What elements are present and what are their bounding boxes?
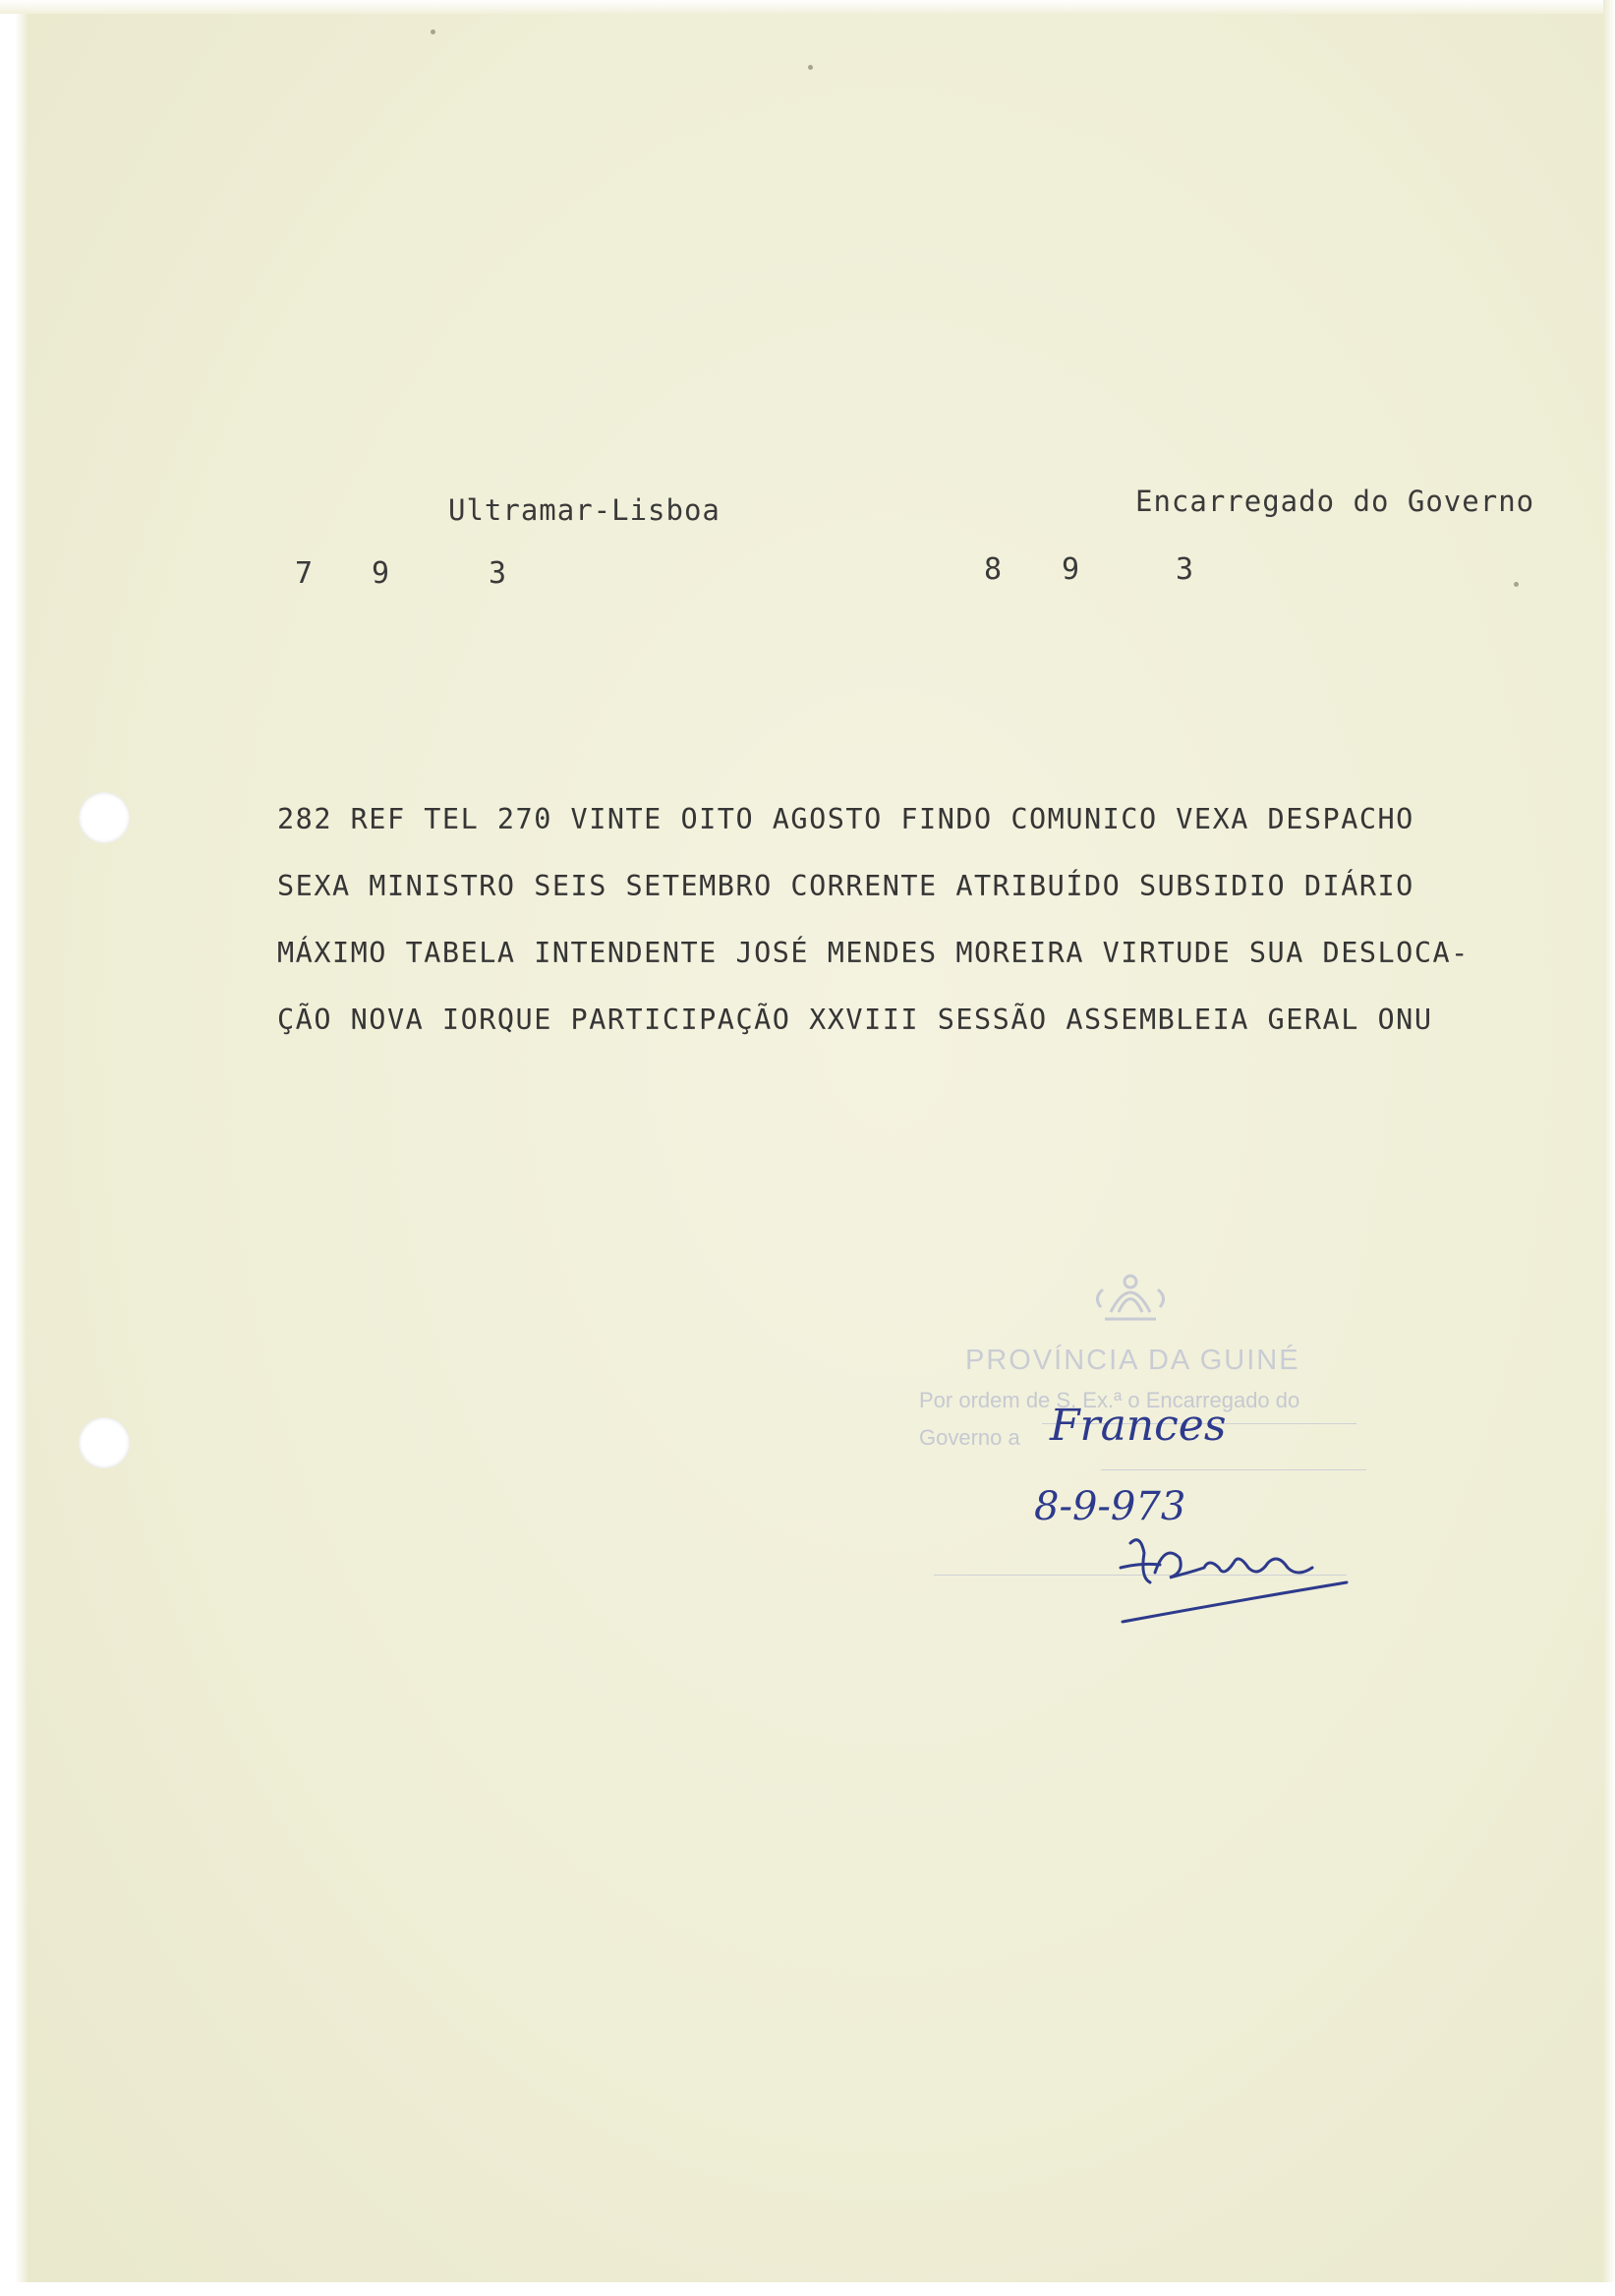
message-line-2: SEXA MINISTRO SEIS SETEMBRO CORRENTE ATRIBUÍDO SUBSIDIO DIÁRIO: [277, 870, 1414, 902]
punch-hole-top: [79, 792, 130, 843]
paper-speck: [808, 65, 813, 70]
right-number-2: 9: [1062, 552, 1080, 587]
message-line-1: 282 REF TEL 270 VINTE OITO AGOSTO FINDO COMUNICO VEXA DESPACHO: [277, 803, 1414, 835]
paper-left-edge: [0, 0, 28, 2296]
crest-icon: [1091, 1268, 1170, 1337]
left-number-1: 7: [295, 556, 314, 591]
message-line-3: MÁXIMO TABELA INTENDENTE JOSÉ MENDES MOREIRA VIRTUDE SUA DESLOCA-: [277, 937, 1470, 969]
sender-label: Encarregado do Governo: [1135, 485, 1535, 518]
signature-icon: [1111, 1523, 1366, 1632]
handwritten-date: 8-9-973: [1034, 1484, 1186, 1529]
left-number-2: 9: [372, 556, 390, 591]
stamp-line-governo: Governo a: [919, 1425, 1020, 1450]
stamp-rule-2: [1101, 1469, 1366, 1470]
handwritten-name: Frances: [1050, 1401, 1227, 1451]
paper-right-edge: [1603, 0, 1615, 2296]
telegram-message: [277, 786, 1555, 1054]
paper-speck: [431, 29, 435, 34]
left-number-3: 3: [489, 556, 507, 591]
stamp-title: PROVÍNCIA DA GUINÉ: [965, 1345, 1300, 1376]
paper-bottom-edge: [0, 2282, 1615, 2296]
right-number-1: 8: [984, 552, 1003, 587]
paper-top-edge: [0, 0, 1615, 14]
message-line-4: ÇÃO NOVA IORQUE PARTICIPAÇÃO XXVIII SESSÃO ASSEMBLEIA GERAL ONU: [277, 1004, 1433, 1036]
right-number-3: 3: [1176, 552, 1194, 587]
punch-hole-bottom: [79, 1417, 130, 1468]
destination-label: Ultramar-Lisboa: [448, 493, 721, 527]
paper-speck: [1514, 582, 1519, 587]
stamp-line-order: Por ordem de S. Ex.ª o Encarregado do: [919, 1388, 1300, 1412]
